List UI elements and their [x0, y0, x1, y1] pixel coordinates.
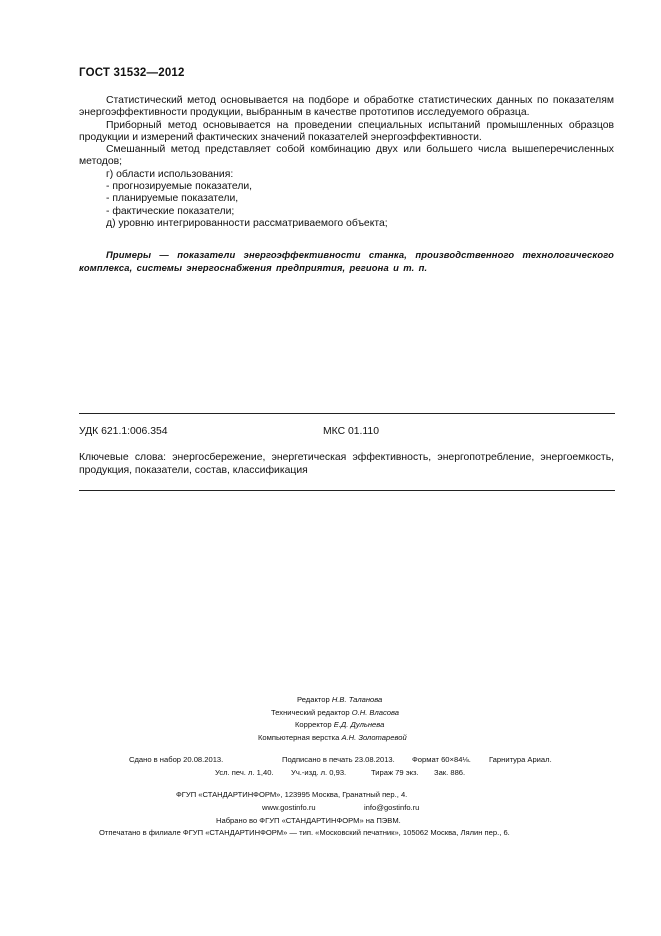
- publisher-printed: Отпечатано в филиале ФГУП «СТАНДАРТИНФОРМ» — тип. «Московский печатник», 105062 Москва, Лялин пер., 6.: [99, 828, 510, 838]
- print-typeface: Гарнитура Ариал.: [489, 755, 552, 764]
- print-order: Зак. 886.: [434, 768, 466, 777]
- divider-top: [79, 413, 615, 414]
- print-copies: Тираж 79 экз.: [371, 768, 419, 777]
- divider-bottom: [79, 490, 615, 491]
- pub-sheets: Уч.-изд. л. 0,93.: [291, 768, 347, 777]
- print-format: Формат 60×84⅛.: [412, 755, 471, 764]
- publisher-email: info@gostinfo.ru: [364, 802, 420, 812]
- list-item: - фактические показатели;: [106, 205, 235, 217]
- publisher-website: www.gostinfo.ru: [262, 802, 316, 812]
- list-item-g: г) области использования:: [106, 168, 234, 180]
- body-text: [79, 95, 614, 230]
- credit-tech-editor: Технический редактор О.Н. Власова: [271, 707, 400, 717]
- credit-editor: Редактор Н.В. Таланова: [297, 695, 383, 704]
- list-item-d: д) уровню интегрированности рассматриваемого объекта;: [106, 217, 388, 229]
- paragraph-statistical-method: Статистический метод основывается на подборе и обработке статистических данных по показателям энергоэффективности продукции, выбранным в качестве прототипов исследуемого образца.: [79, 95, 614, 119]
- credit-corrector: Корректор Е.Д. Дульнева: [295, 720, 385, 729]
- udk-code: УДК 621.1:006.354: [79, 426, 168, 437]
- list-item: - планируемые показатели,: [106, 193, 239, 205]
- paragraph-instrument-method: Приборный метод основывается на проведении специальных испытаний промышленных образцов продукции и измерений фактических значений показателей энергоэффективности.: [79, 119, 614, 143]
- credit-layout: Компьютерная верстка А.Н. Золотаревой: [258, 732, 407, 742]
- list-item: - прогнозируемые показатели,: [106, 181, 253, 193]
- print-sheets: Усл. печ. л. 1,40.: [215, 768, 274, 777]
- example-note: Примеры — показатели энергоэффективности станка, производственного технологического комплекса, системы энергоснабжения предприятия, региона и т. п.: [79, 249, 614, 273]
- print-signed: Подписано в печать 23.08.2013.: [282, 755, 395, 764]
- page-header-title: ГОСТ 31532—2012: [79, 67, 185, 79]
- mks-code: МКС 01.110: [323, 426, 379, 437]
- keywords: Ключевые слова: энергосбережение, энергетическая эффективность, энергопотребление, энергоемкость, продукция, показатели, состав, классификация: [79, 452, 614, 476]
- publisher-address: ФГУП «СТАНДАРТИНФОРМ», 123995 Москва, Гранатный пер., 4.: [176, 790, 408, 799]
- paragraph-mixed-method: Смешанный метод представляет собой комбинацию двух или большего числа вышеперечисленных методов;: [79, 144, 614, 168]
- publisher-typeset: Набрано во ФГУП «СТАНДАРТИНФОРМ» на ПЭВМ.: [216, 815, 401, 825]
- print-submitted: Сдано в набор 20.08.2013.: [129, 755, 224, 764]
